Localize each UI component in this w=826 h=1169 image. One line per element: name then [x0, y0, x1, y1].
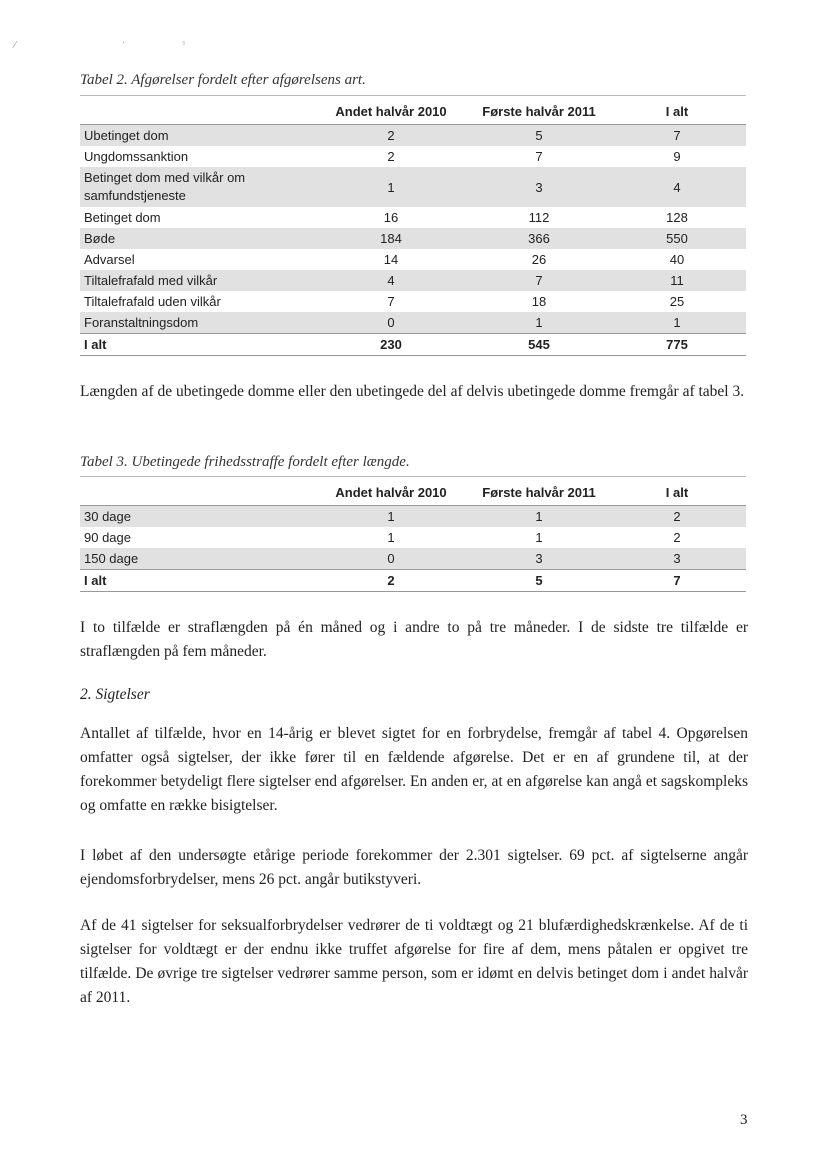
table-total-row: [80, 333, 746, 356]
row-label: Foranstaltningsdom: [84, 315, 199, 330]
table-row: [80, 167, 746, 207]
cell-total: 2: [673, 509, 681, 524]
row-label: Betinget dom med vilkår om samfundstjeneste: [84, 170, 246, 203]
cell-2011: 1: [535, 315, 543, 330]
cell-2010: 7: [387, 294, 395, 309]
cell-2010: 1: [387, 179, 395, 195]
header-col1: Andet halvår 2010: [335, 103, 447, 119]
cell-2010: 4: [387, 273, 395, 288]
cell-2010: 14: [383, 252, 399, 267]
caption-rule: [80, 95, 746, 96]
table2: [80, 98, 746, 356]
row-label: 30 dage: [84, 509, 131, 524]
row-label: Ubetinget dom: [84, 128, 169, 143]
row-label: Bøde: [84, 231, 116, 246]
row-label: Tiltalefrafald uden vilkår: [84, 294, 221, 309]
paragraph: I løbet af den undersøgte etårige periode forekommer der 2.301 sigtelser. 69 pct. af sigtelserne angår ejendomsforbrydelser, mens 26 pct. angår butikstyveri.: [80, 847, 748, 888]
paragraph: Antallet af tilfælde, hvor en 14-årig er blevet sigtet for en forbrydelse, fremgår af tabel 4. Opgørelsen omfatter også sigtelser, der ikke fører til en fældende afgørelse. Det er en af grundene til, at der forekommer betydeligt flere sigtelser end afgørelser. En anden er, at en afgørelse kan angå et sagskompleks og omfatte en række bisigtelser.: [80, 725, 748, 814]
row-label: Betinget dom: [84, 210, 161, 225]
row-label: Tiltalefrafald med vilkår: [84, 273, 218, 288]
row-label: 90 dage: [84, 530, 131, 545]
cell-2011: 1: [535, 509, 543, 524]
table3-header: [80, 479, 746, 505]
cell-2010: 2: [387, 149, 395, 164]
cell-2011: 5: [535, 573, 543, 588]
table-row: [80, 270, 746, 291]
table-row: [80, 548, 746, 569]
cell-2011: 26: [531, 252, 547, 267]
cell-total: 2: [673, 530, 681, 545]
row-label: I alt: [84, 573, 107, 588]
cell-2010: 230: [380, 337, 402, 352]
cell-2010: 1: [387, 509, 395, 524]
cell-2011: 112: [528, 210, 550, 225]
table-row: [80, 527, 746, 548]
scan-speck: ⁄: [14, 40, 16, 51]
table-row: [80, 228, 746, 249]
table-row: [80, 124, 746, 146]
header-col2: Første halvår 2011: [482, 103, 596, 119]
cell-total: 3: [673, 551, 681, 566]
row-label: Ungdomssanktion: [84, 149, 189, 164]
cell-2010: 2: [387, 573, 395, 588]
table-total-row: [80, 569, 746, 592]
table2-header: [80, 98, 746, 124]
table-row: [80, 312, 746, 333]
cell-2011: 1: [535, 530, 543, 545]
cell-total: 775: [666, 337, 688, 352]
cell-2011: 3: [535, 179, 543, 195]
cell-2010: 16: [383, 210, 399, 225]
table2-caption: Tabel 2. Afgørelser fordelt efter afgørelsens art.: [80, 72, 366, 88]
cell-total: 7: [673, 573, 681, 588]
cell-2010: 2: [387, 128, 395, 143]
cell-total: 40: [669, 252, 685, 267]
header-col3: I alt: [665, 103, 689, 119]
header-col3: I alt: [665, 484, 689, 500]
cell-2011: 366: [528, 231, 550, 246]
cell-total: 4: [673, 179, 681, 195]
row-label: Advarsel: [84, 252, 135, 267]
cell-2010: 184: [380, 231, 402, 246]
table-row: [80, 146, 746, 167]
cell-2010: 0: [387, 551, 395, 566]
caption-rule: [80, 476, 746, 477]
cell-2011: 7: [535, 149, 543, 164]
row-label: 150 dage: [84, 551, 139, 566]
paragraph: Af de 41 sigtelser for seksualforbrydelser vedrører de ti voldtægt og 21 blufærdighedskrænkelse. Af de ti sigtelser for voldtægt er der endnu ikke truffet afgørelse for fire af dem, mens påtalen er opgivet tre tilfælde. De øvrige tre sigtelser vedrører samme person, som er idømt en delvis betinget dom i andet halvår af 2011.: [80, 917, 748, 1006]
cell-total: 550: [666, 231, 688, 246]
table-row: [80, 249, 746, 270]
table3-caption: Tabel 3. Ubetingede frihedsstraffe fordelt efter længde.: [80, 454, 410, 470]
cell-2011: 3: [535, 551, 543, 566]
cell-2011: 18: [531, 294, 547, 309]
header-col2: Første halvår 2011: [482, 484, 596, 500]
cell-2011: 5: [535, 128, 543, 143]
paragraph: I to tilfælde er straflængden på én måned og i andre to på tre måneder. I de sidste tre tilfælde er straflængden på fem måneder.: [80, 619, 748, 660]
scan-speck: ˢ: [182, 40, 186, 51]
scan-speck: ·: [122, 38, 126, 49]
row-label: I alt: [84, 337, 107, 352]
header-col1: Andet halvår 2010: [335, 484, 447, 500]
section-heading: 2. Sigtelser: [80, 686, 150, 703]
page-number: 3: [740, 1112, 748, 1128]
cell-2010: 1: [387, 530, 395, 545]
cell-total: 9: [673, 149, 681, 164]
cell-total: 1: [673, 315, 681, 330]
table-row: [80, 207, 746, 228]
cell-2010: 0: [387, 315, 395, 330]
paragraph: Længden af de ubetingede domme eller den ubetingede del af delvis ubetingede domme fremgår af tabel 3.: [80, 383, 745, 400]
cell-total: 7: [673, 128, 681, 143]
table3: [80, 479, 746, 592]
table-row: [80, 505, 746, 527]
cell-2011: 545: [528, 337, 550, 352]
cell-2011: 7: [535, 273, 543, 288]
table-row: [80, 291, 746, 312]
cell-total: 25: [669, 294, 685, 309]
cell-total: 128: [666, 210, 688, 225]
cell-total: 11: [670, 273, 684, 288]
